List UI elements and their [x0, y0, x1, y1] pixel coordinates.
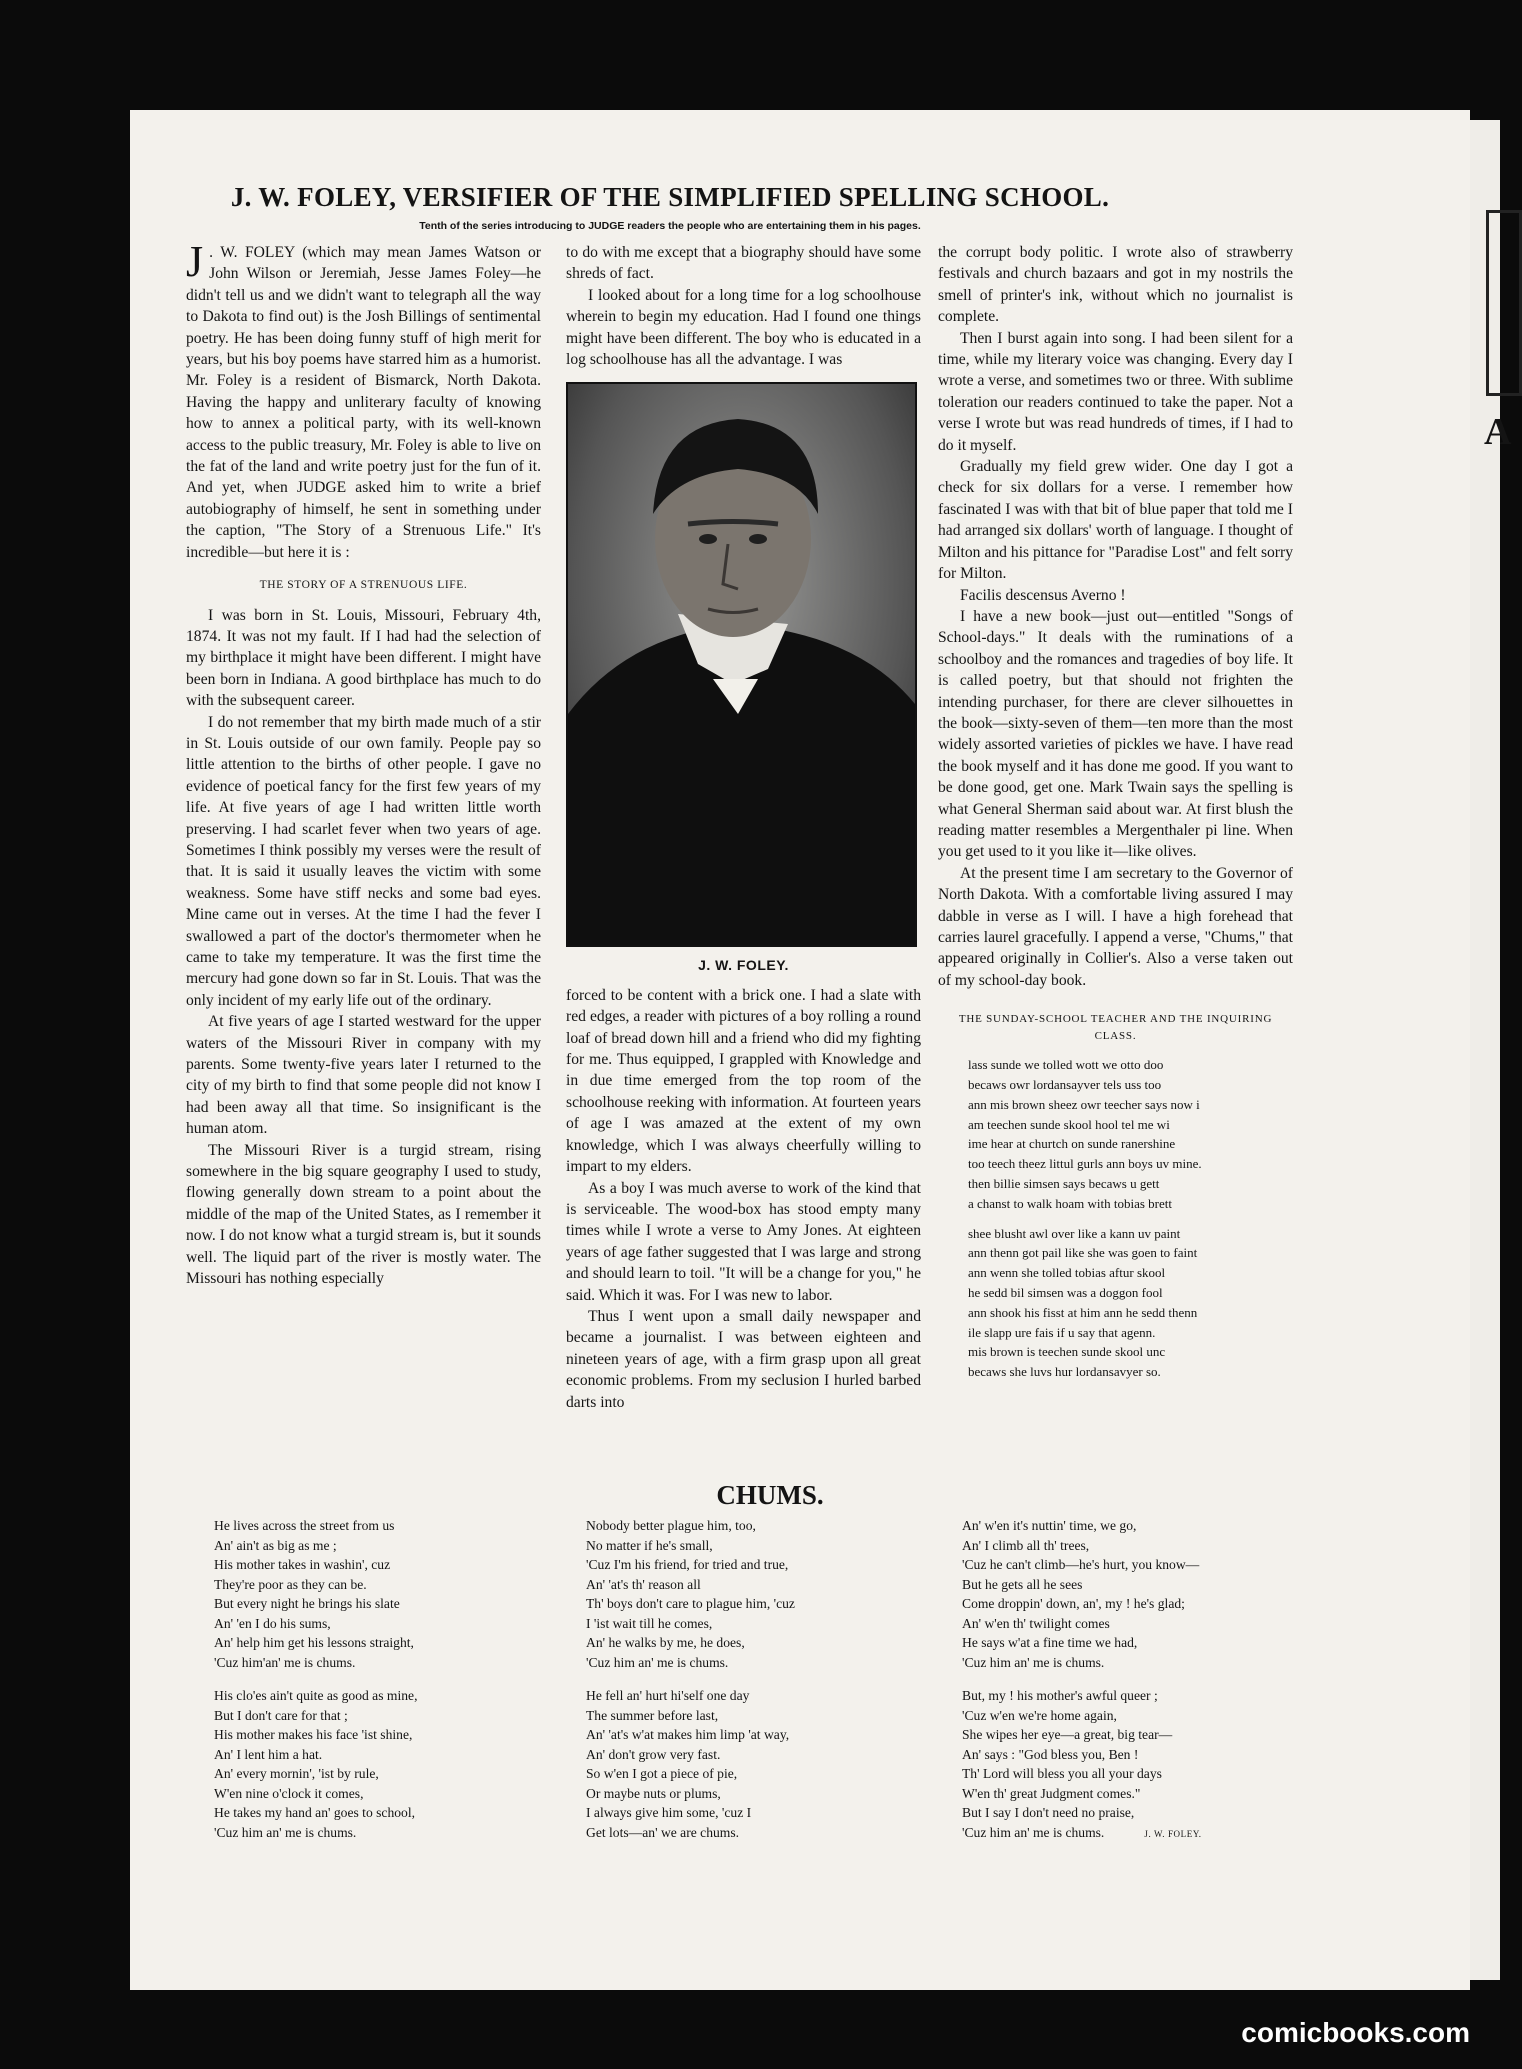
body-paragraph: At five years of age I started westward for the upper waters of the Missouri River in company with my parents. Some twenty-five years later I returned to the city of my birth to find that some people did not know I had been away all that time. So insignificant is the human atom. [186, 1013, 541, 1138]
poem-line: becaws owr lordansayver tels uss too [968, 1077, 1162, 1093]
poem-line: I 'ist wait till he comes, [586, 1615, 713, 1631]
article-subtitle: Tenth of the series introducing to JUDGE readers the people who are entertaining them in his pages. [419, 220, 921, 232]
body-paragraph: Gradually my field grew wider. One day I got a check for six dollars for a verse. I remember how fascinated I was with that bit of blue paper that told me I had arranged six dollars' worth of language. I thought of Milton and his pittance for "Paradise Lost" and felt sorry for Milton. [938, 458, 1293, 583]
dialect-poem [938, 1055, 1293, 1382]
poem-line: An' 'at's w'at makes him limp 'at way, [586, 1727, 790, 1742]
adjacent-page-frame [1486, 210, 1522, 396]
poem-line: But, my ! his mother's awful queer ; [962, 1688, 1158, 1703]
poem-line: But I don't care for that ; [214, 1707, 348, 1723]
poem-line: Th' Lord will bless you all your days [962, 1766, 1162, 1781]
body-paragraph: to do with me except that a biography should have some shreds of fact. [566, 244, 921, 283]
chums-column-3 [962, 1516, 1282, 1858]
poem-line: Th' boys don't care to plague him, 'cuz [586, 1596, 795, 1611]
poem-line: Or maybe nuts or plums, [586, 1785, 721, 1801]
poem-line: An' says : "God bless you, Ben ! [962, 1746, 1139, 1762]
poem-stanza [968, 1224, 1293, 1382]
poem-line: He says w'at a fine time we had, [962, 1635, 1138, 1650]
poem-line: W'en th' great Judgment comes." [962, 1785, 1141, 1801]
poem-line: ann thenn got pail like she was goen to faint [968, 1245, 1198, 1261]
poem-line: An' he walks by me, he does, [586, 1635, 745, 1650]
poem-line: His mother makes his face 'ist shine, [214, 1727, 413, 1742]
adjacent-page-letter: A [1484, 411, 1512, 453]
poem-line: a chanst to walk hoam with tobias brett [968, 1195, 1172, 1211]
body-paragraph: I have a new book—just out—entitled "Songs of School-days." It deals with the ruminations of a schoolboy and the romances and tragedies of boy life. It is called poetry, but that should not frighten the intending purchaser, for there are clever silhouettes in the book—sixty-seven of them—ten more than the most widely assorted varieties of pickles we have. I have read the book myself and it has done me good. If you want to be done good, get one. Mark Twain says the spelling is what General Sherman said about war. At first blush the reading matter resembles a Mergenthaler pi line. When you get used to it you like it—like olives. [938, 607, 1293, 861]
poem-line: She wipes her eye—a great, big tear— [962, 1727, 1173, 1742]
intro-text: . W. FOLEY (which may mean James Watson or John Wilson or Jeremiah, Jesse James Foley—he didn't tell us and we didn't want to telegraph all the way to Dakota to find out) is the Josh Billings of sentimental poetry. He has been doing funny stuff of high merit for years, but his boy poems have starred him as a humorist. Mr. Foley is a resident of Bismarck, North Dakota. Having the happy and unliterary faculty of knowing how to annex a political party, with its well-known access to the public treasury, Mr. Foley is able to live on the fat of the land and write poetry just for the fun of it. And yet, when JUDGE asked him to write a brief autobiography of himself, he sent in something under the caption, "The Story of a Strenuous Life." It's incredible—but here it is : [186, 244, 541, 561]
poem-line: ann shook his fisst at him ann he sedd thenn [968, 1304, 1198, 1320]
poem-line: 'Cuz him an' me is chums. [962, 1654, 1105, 1670]
poem-line: becaws she luvs hur lordansavyer so. [968, 1364, 1161, 1380]
poem-line: 'Cuz he can't climb—he's hurt, you know— [962, 1557, 1200, 1572]
poem-line: An' I climb all th' trees, [962, 1537, 1090, 1553]
poem-line: No matter if he's small, [586, 1537, 713, 1553]
poem-line: 'Cuz him'an' me is chums. [214, 1654, 356, 1670]
column-1 [186, 237, 541, 1290]
poem-title: THE SUNDAY-SCHOOL TEACHER AND THE INQUIRING CLASS. [958, 1013, 1273, 1043]
poem-line: But I say I don't need no praise, [962, 1805, 1135, 1820]
section-heading: THE STORY OF A STRENUOUS LIFE. [259, 579, 468, 592]
poem-line: So w'en I got a piece of pie, [586, 1766, 738, 1781]
poem-stanza [586, 1516, 886, 1672]
author-signature: J. W. FOLEY. [1144, 1828, 1202, 1839]
poem-line: He takes my hand an' goes to school, [214, 1805, 416, 1820]
poem-line: An' don't grow very fast. [586, 1746, 721, 1762]
body-paragraph: Thus I went upon a small daily newspaper and became a journalist. I was between eighteen and nineteen years of age, with a firm grasp upon all great economic problems. From my seclusion I hurled barbed darts into [566, 1307, 921, 1411]
poem-line: An' help him get his lessons straight, [214, 1635, 414, 1650]
portrait-illustration [568, 384, 915, 945]
poem-line: too teech theez littul gurls ann boys uv mine. [968, 1156, 1202, 1172]
poem-line: 'Cuz him an' me is chums. [962, 1824, 1105, 1840]
poem-line: He fell an' hurt hi'self one day [586, 1688, 750, 1703]
drop-cap: J [186, 237, 204, 286]
poem-line: But he gets all he sees [962, 1576, 1083, 1592]
portrait-photo [566, 382, 917, 947]
poem-line: 'Cuz him an' me is chums. [214, 1824, 357, 1840]
poem-line: 'Cuz him an' me is chums. [586, 1654, 729, 1670]
poem-line: ime hear at churtch on sunde ranershine [968, 1136, 1176, 1152]
poem-line: His mother takes in washin', cuz [214, 1557, 391, 1572]
poem-line: But every night he brings his slate [214, 1596, 400, 1611]
body-paragraph: The Missouri River is a turgid stream, rising somewhere in the big square geography I used to study, flowing generally down stream to a point about the middle of the map of the United States, as I remember it now. I do not know what a turgid stream is, but it sounds well. The liquid part of the river is mostly water. The Missouri has nothing especially [186, 1141, 541, 1288]
poem-line: He lives across the street from us [214, 1518, 395, 1533]
chums-column-2 [586, 1516, 886, 1856]
chums-column-1 [214, 1516, 514, 1856]
poem-line: I always give him some, 'cuz I [586, 1805, 752, 1820]
body-paragraph: the corrupt body politic. I wrote also of strawberry festivals and church bazaars and got in my nostrils the smell of printer's ink, without which no journalist is complete. [938, 244, 1293, 326]
poem-line: then billie simsen says becaws u gett [968, 1176, 1160, 1191]
poem-line: lass sunde we tolled wott we otto doo [968, 1057, 1164, 1073]
poem-line: Get lots—an' we are chums. [586, 1824, 740, 1840]
poem-stanza [214, 1516, 514, 1672]
poem-line: ann mis brown sheez owr teecher says now i [968, 1096, 1200, 1112]
body-paragraph: At the present time I am secretary to the Governor of North Dakota. With a comfortable living assured I may dabble in verse as I will. I have a high forehead that carries laurel gracefully. I append a verse, "Chums," that appeared originally in Collier's. Also a verse taken out of my school-day book. [938, 864, 1293, 989]
poem-line: An' 'en I do his sums, [214, 1615, 331, 1631]
poem-line: am teechen sunde skool hool tel me wi [968, 1116, 1170, 1132]
poem-last-line [962, 1823, 1282, 1845]
poem-line: An' every mornin', 'ist by rule, [214, 1766, 379, 1781]
adjacent-page-edge [1470, 120, 1512, 1980]
poem-line: The summer before last, [586, 1707, 719, 1723]
body-paragraph: I do not remember that my birth made much of a stir in St. Louis outside of our own family. People pay so little attention to the births of other people. I gave no evidence of poetical fancy for the first few years of my life. At five years of age I had written little worth preserving. I had scarlet fever when two years of age. Sometimes I think possibly my verses were the result of that. It is said it usually leaves the victim with some weakness. Some have stiff necks and some bad eyes. Mine came out in verses. At the time I had the fever I swallowed a part of the doctor's thermometer when he came to take my temperature. It was the first time the mercury had gone down so far in St. Louis. That was the only incident of my early life out of the ordinary. [186, 713, 541, 1009]
column-3 [938, 242, 1293, 1392]
poem-line: An' w'en th' twilight comes [962, 1615, 1110, 1631]
chums-title: CHUMS. [716, 1480, 824, 1510]
poem-line: shee blusht awl over like a kann uv paint [968, 1225, 1181, 1241]
poem-line: 'Cuz I'm his friend, for tried and true, [586, 1557, 789, 1572]
body-paragraph: I was born in St. Louis, Missouri, February 4th, 1874. It was not my fault. If I had had the selection of my birthplace it might have been different. I might have been born in Indiana. A good birthplace has much to do with the subsequent career. [186, 606, 541, 710]
poem-line: They're poor as they can be. [214, 1576, 367, 1592]
poem-line: W'en nine o'clock it comes, [214, 1785, 364, 1801]
column-2 [566, 242, 921, 1413]
body-paragraph: Then I burst again into song. I had been silent for a time, while my literary voice was changing. Every day I wrote a verse, and sometimes two or three. With sublime toleration our readers continued to take the paper. Not a verse I wrote but was read hundreds of times, if I had to do it myself. [938, 329, 1293, 454]
poem-stanza [962, 1686, 1282, 1844]
poem-line: Come droppin' down, an', my ! he's glad; [962, 1596, 1185, 1611]
poem-line: mis brown is teechen sunde skool unc [968, 1344, 1166, 1360]
body-paragraph: As a boy I was much averse to work of the kind that is serviceable. The wood-box has stood empty many times while I wrote a verse to Amy Jones. At eighteen years of age father suggested that I was large and strong and should learn to toil. "It will be a change for you," he said. Which it was. For I was new to labor. [566, 1179, 921, 1304]
poem-stanza [586, 1686, 886, 1842]
poem-stanza [968, 1055, 1293, 1213]
poem-stanza [214, 1686, 514, 1842]
poem-line: An' w'en it's nuttin' time, we go, [962, 1518, 1137, 1533]
latin-quote: Facilis descensus Averno ! [960, 586, 1126, 604]
poem-line: An' I lent him a hat. [214, 1746, 323, 1762]
poem-line: 'Cuz w'en we're home again, [962, 1707, 1117, 1723]
poem-line: he sedd bil simsen was a doggon fool [968, 1284, 1163, 1300]
poem-line: ann wenn she tolled tobias aftur skool [968, 1265, 1166, 1281]
intro-paragraph [186, 237, 541, 563]
poem-line: ile slapp ure fais if u say that agenn. [968, 1324, 1156, 1340]
poem-stanza [962, 1516, 1282, 1672]
poem-line: An' ain't as big as me ; [214, 1537, 337, 1553]
body-paragraph: I looked about for a long time for a log schoolhouse wherein to begin my education. Had I found one things might have been different. The boy who is educated in a log schoolhouse has all the advantage. I was [566, 286, 921, 369]
poem-line: His clo'es ain't quite as good as mine, [214, 1688, 418, 1703]
poem-line: An' 'at's th' reason all [586, 1576, 701, 1592]
poem-line: Nobody better plague him, too, [586, 1518, 756, 1533]
portrait-caption: J. W. FOLEY. [698, 957, 789, 974]
watermark: comicbooks.com [1241, 2017, 1470, 2048]
article-title: J. W. FOLEY, VERSIFIER OF THE SIMPLIFIED SPELLING SCHOOL. [230, 182, 1110, 212]
body-paragraph: forced to be content with a brick one. I had a slate with red edges, a reader with pictures of a boy rolling a round loaf of bread down hill and a friend who did my fighting for me. Thus equipped, I grappled with Knowledge and in due time emerged from the top room of the schoolhouse reeking with information. At fourteen years of age I was amazed at the extent of my own knowledge, which I was always cheerfully willing to impart to my elders. [566, 986, 921, 1176]
